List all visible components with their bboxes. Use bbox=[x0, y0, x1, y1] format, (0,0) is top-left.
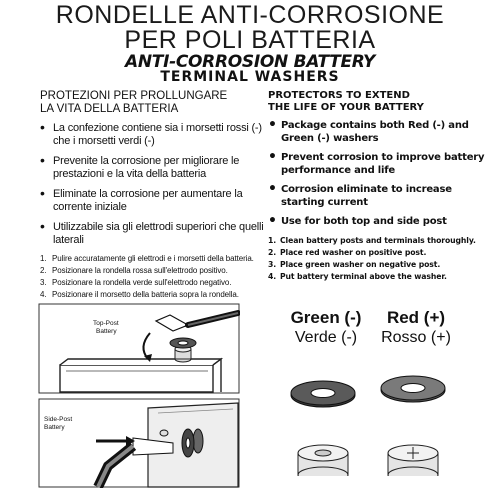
step-number: 3. bbox=[268, 259, 277, 269]
title-english-line2: TERMINAL WASHERS bbox=[160, 69, 340, 85]
english-bullet: • Prevent corrosion to improve battery performance and life bbox=[268, 152, 488, 177]
red-washer-icon bbox=[381, 376, 445, 402]
red-label-it: Rosso (+) bbox=[381, 329, 451, 346]
step-number: 2. bbox=[40, 266, 47, 275]
side-post-label-line2: Battery bbox=[44, 424, 65, 431]
installation-diagram bbox=[38, 303, 240, 488]
step-text: Posizionare la rondella verde sull'elettrodo negativo. bbox=[52, 278, 232, 287]
italian-steps bbox=[40, 254, 270, 300]
step-number: 1. bbox=[268, 235, 277, 245]
step-text: Place red washer on positive post. bbox=[280, 247, 427, 257]
italian-bullet: • La confezione contiene sia i morsetti rossi (-) che i morsetti verdi (-) bbox=[40, 122, 270, 148]
english-header-line2: THE LIFE OF YOUR BATTERY bbox=[268, 102, 424, 113]
top-post-label-line2: Battery bbox=[96, 328, 117, 335]
step-number: 3. bbox=[40, 278, 47, 287]
green-label-en: Green (-) bbox=[290, 308, 362, 327]
washer-illustration bbox=[268, 363, 468, 488]
italian-bullet: • Eliminate la corrosione per aumentare la corrente iniziale bbox=[40, 188, 270, 214]
title-italian-line2: PER POLI BATTERIA bbox=[124, 26, 376, 54]
step-text: Posizionare il morsetto della batteria sopra la rondella. bbox=[52, 290, 239, 299]
title-italian-line1: RONDELLE ANTI-CORROSIONE bbox=[55, 1, 445, 29]
italian-column bbox=[40, 90, 270, 302]
english-column bbox=[268, 90, 488, 284]
step-text: Place green washer on negative post. bbox=[280, 259, 441, 269]
english-bullet-list bbox=[268, 120, 488, 229]
english-steps bbox=[268, 236, 488, 282]
side-post-label-line1: Side-Post bbox=[44, 416, 73, 423]
english-bullet: • Use for both top and side post bbox=[268, 216, 488, 229]
english-bullet: • Corrosion eliminate to increase starting current bbox=[268, 184, 488, 209]
side-post-panel bbox=[39, 399, 239, 487]
italian-bullet-list bbox=[40, 122, 270, 247]
step-text: Posizionare la rondella rossa sull'elettrodo positivo. bbox=[52, 266, 228, 275]
english-header-line1: PROTECTORS TO EXTEND bbox=[268, 90, 410, 101]
english-bullet: • Package contains both Red (-) and Green (-) washers bbox=[268, 120, 488, 145]
english-step bbox=[268, 272, 488, 282]
english-step bbox=[268, 236, 488, 246]
step-number: 4. bbox=[268, 271, 277, 281]
red-label-en: Red (+) bbox=[386, 308, 446, 327]
italian-header-line1: PROTEZIONI PER PROLLUNGARE bbox=[40, 90, 228, 102]
italian-step bbox=[40, 290, 270, 300]
step-text: Clean battery posts and terminals thoroughly. bbox=[280, 235, 476, 245]
step-number: 4. bbox=[40, 290, 47, 299]
italian-bullet: • Utilizzabile sia gli elettrodi superiori che quelli laterali bbox=[40, 221, 270, 247]
english-step bbox=[268, 260, 488, 270]
title-english-line1: ANTI-CORROSION BATTERY bbox=[124, 52, 375, 72]
green-label-it: Verde (-) bbox=[294, 329, 358, 346]
english-step bbox=[268, 248, 488, 258]
top-post-panel bbox=[39, 304, 239, 393]
step-number: 1. bbox=[40, 254, 47, 263]
italian-bullet: • Prevenite la corrosione per migliorare le prestazioni e la vita della batteria bbox=[40, 155, 270, 181]
step-text: Pulire accuratamente gli elettrodi e i morsetti della batteria. bbox=[52, 254, 254, 263]
step-number: 2. bbox=[268, 247, 277, 257]
italian-header bbox=[40, 90, 270, 116]
italian-step bbox=[40, 254, 270, 264]
top-post-label-line1: Top-Post bbox=[93, 320, 119, 327]
italian-step bbox=[40, 266, 270, 276]
step-text: Put battery terminal above the washer. bbox=[280, 271, 447, 281]
english-header bbox=[268, 90, 488, 114]
washers-legend bbox=[268, 303, 468, 488]
italian-step bbox=[40, 278, 270, 288]
green-washer-icon bbox=[291, 381, 355, 407]
italian-header-line2: LA VITA DELLA BATTERIA bbox=[40, 103, 179, 115]
